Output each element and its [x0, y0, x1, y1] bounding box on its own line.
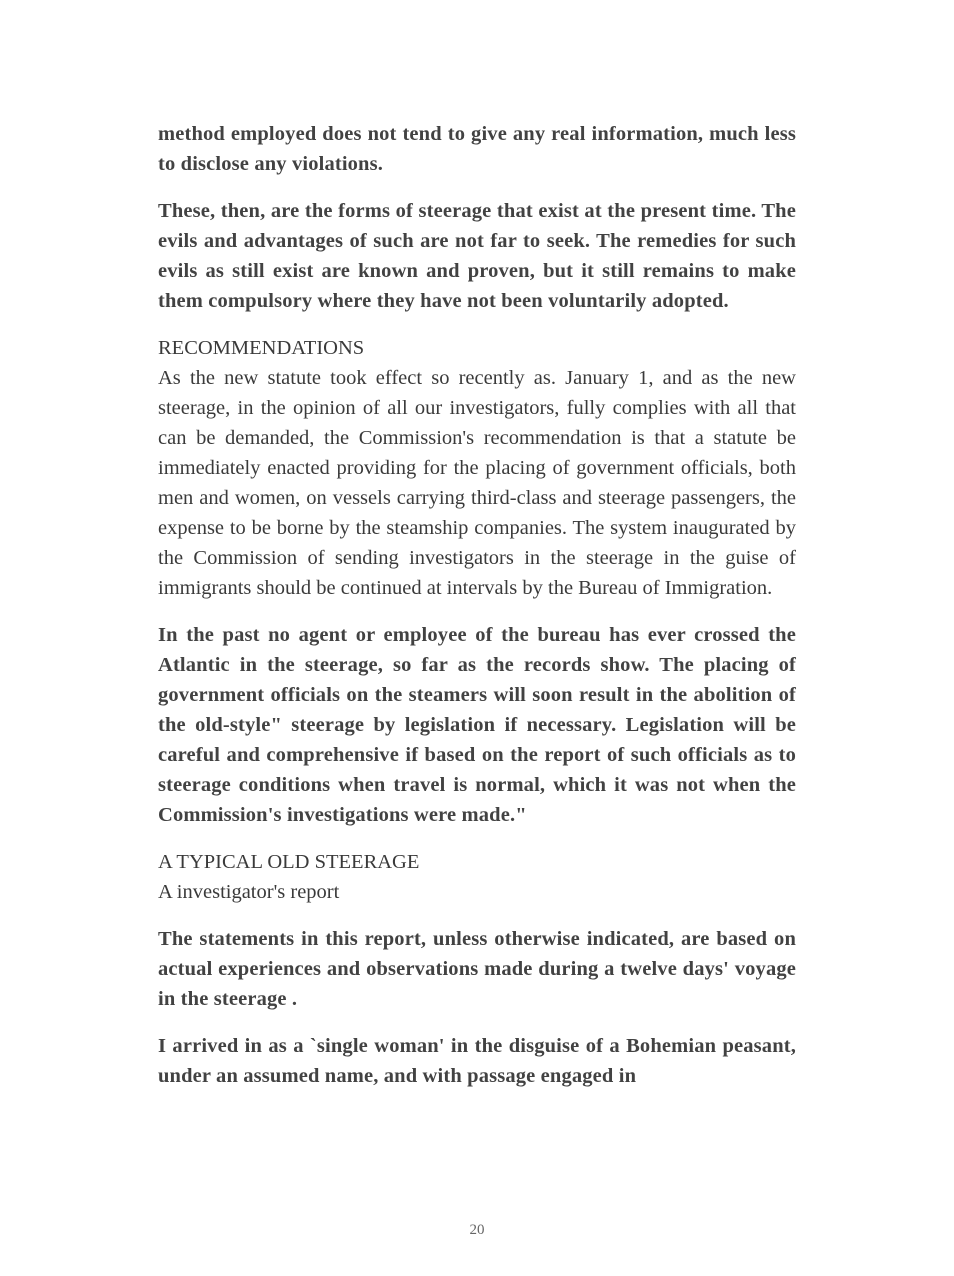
paragraph-gap — [158, 603, 796, 620]
page-body — [158, 119, 796, 1091]
paragraph-gap — [158, 1014, 796, 1031]
paragraph-gap — [158, 179, 796, 196]
recommendations-heading: RECOMMENDATIONS — [158, 337, 365, 359]
paragraph-arrival: I arrived in as a `single woman' in the disguise of a Bohemian peasant, under an assumed name, and with passage engaged in — [158, 1035, 796, 1087]
paragraph-continuation: method employed does not tend to give any real information, much less to disclose any violations. — [158, 123, 796, 175]
paragraph-gap — [158, 830, 796, 847]
paragraph-past-agents: In the past no agent or employee of the bureau has ever crossed the Atlantic in the steerage, so far as the records show. The placing of government officials on the steamers will soon result in the abolition of the old-style" steerage by legislation if necessary. Legislation will be careful and comprehensive if based on the report of such officials as to steerage conditions when travel is normal, which it was not when the Commission's investigations were made." — [158, 624, 796, 826]
section-subheading: A investigator's report — [158, 881, 340, 903]
page-number: 20 — [469, 1222, 485, 1238]
paragraph-recommendation: As the new statute took effect so recently as. January 1, and as the new steerage, in the opinion of all our investigators, fully complies with all that can be demanded, the Commission's recommendation is that a statute be immediately enacted providing for the placing of government officials, both men and women, on vessels carrying third-class and steerage passengers, the expense to be borne by the steamship companies. The system inaugurated by the Commission of sending investigators in the steerage in the guise of immigrants should be continued at intervals by the Bureau of Immigration. — [158, 367, 796, 599]
paragraph-gap — [158, 907, 796, 924]
paragraph-report-statements: The statements in this report, unless otherwise indicated, are based on actual experiences and observations made during a twelve days' voyage in the steerage . — [158, 928, 796, 1010]
paragraph-forms-of-steerage: These, then, are the forms of steerage that exist at the present time. The evils and advantages of such are not far to seek. The remedies for such evils as still exist are known and proven, but it still remains to make them compulsory where they have not been voluntarily adopted. — [158, 200, 796, 312]
section-heading: A TYPICAL OLD STEERAGE — [158, 851, 420, 873]
paragraph-gap — [158, 316, 796, 333]
